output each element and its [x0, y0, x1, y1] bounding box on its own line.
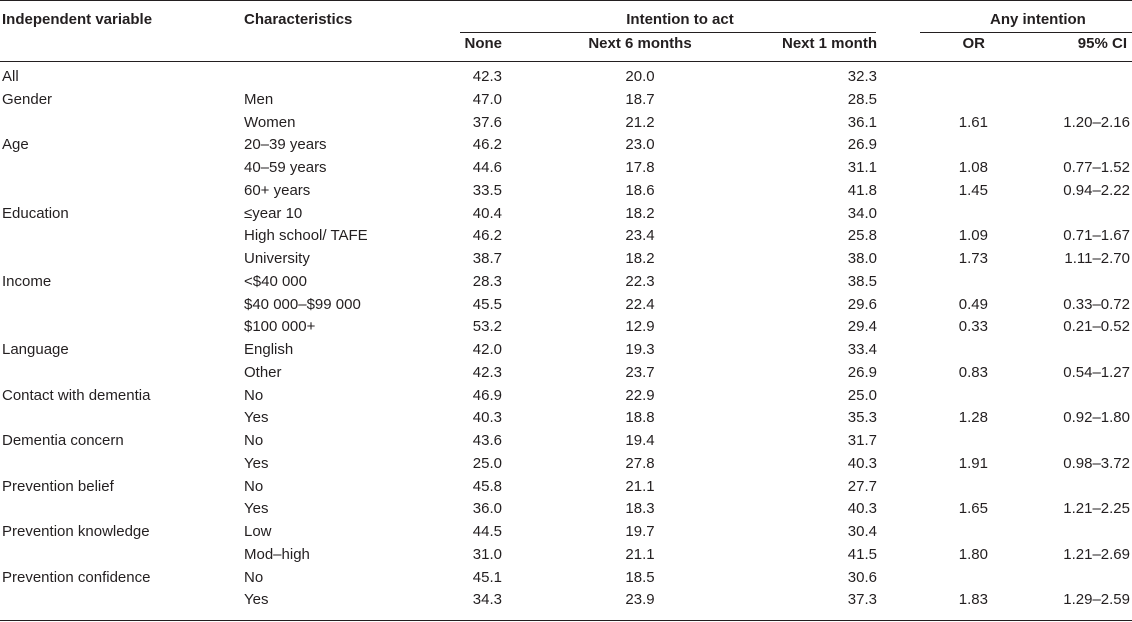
row-next-1-month: 31.1 [847, 159, 877, 176]
row-variable: Prevention confidence [2, 568, 151, 586]
row-95-ci: 0.21–0.52 [1063, 318, 1130, 336]
row-characteristic: University [244, 250, 310, 267]
row-characteristic: 20–39 years [244, 136, 327, 154]
row-next-1-month: 28.5 [847, 90, 877, 108]
row-none: 40.3 [472, 409, 502, 427]
table-top-rule [0, 0, 1132, 1]
row-or: 1.65 [958, 500, 988, 518]
row-95-ci: 0.54–1.27 [1063, 363, 1130, 381]
row-next-6-months: 22.3 [625, 272, 655, 290]
header-next-6-months: Next 6 months [588, 35, 692, 52]
row-next-1-month: 27.7 [847, 477, 877, 495]
intention-subheader-rule [460, 32, 876, 33]
row-next-6-months: 23.9 [625, 591, 655, 609]
row-variable: Language [2, 341, 69, 358]
row-next-1-month: 40.3 [847, 454, 877, 472]
row-next-1-month: 38.0 [847, 250, 877, 267]
row-characteristic: 40–59 years [244, 159, 327, 176]
row-next-6-months: 23.4 [625, 227, 655, 245]
row-next-1-month: 29.4 [847, 318, 877, 336]
row-next-6-months: 19.7 [625, 523, 655, 540]
row-none: 44.5 [472, 523, 502, 540]
row-next-6-months: 18.3 [625, 500, 655, 518]
row-next-6-months: 19.4 [625, 432, 655, 449]
row-next-1-month: 33.4 [847, 341, 877, 358]
row-variable: Dementia concern [2, 432, 124, 449]
row-none: 45.5 [472, 295, 502, 313]
row-95-ci: 1.21–2.25 [1063, 500, 1130, 518]
row-or: 1.91 [958, 454, 988, 472]
row-next-6-months: 21.1 [625, 545, 655, 563]
row-next-1-month: 30.4 [847, 523, 877, 540]
row-none: 46.9 [472, 386, 502, 404]
row-next-1-month: 41.5 [847, 545, 877, 563]
row-characteristic: Yes [244, 409, 269, 427]
row-none: 40.4 [472, 204, 502, 222]
row-next-1-month: 30.6 [847, 568, 877, 586]
row-next-1-month: 25.8 [847, 227, 877, 245]
header-independent-variable: Independent variable [2, 11, 153, 28]
row-characteristic: ≤year 10 [244, 204, 303, 222]
row-characteristic: High school/ TAFE [244, 227, 368, 245]
row-characteristic: Yes [244, 454, 269, 472]
row-next-1-month: 41.8 [847, 181, 877, 199]
row-variable: Prevention belief [2, 477, 114, 495]
row-next-1-month: 40.3 [847, 500, 877, 518]
row-next-1-month: 35.3 [847, 409, 877, 427]
row-next-6-months: 22.4 [625, 295, 655, 313]
row-or: 1.83 [958, 591, 988, 609]
row-none: 44.6 [472, 159, 502, 176]
row-variable: Gender [2, 90, 53, 108]
header-none: None [464, 35, 502, 52]
row-95-ci: 0.71–1.67 [1063, 227, 1130, 245]
row-next-1-month: 25.0 [847, 386, 877, 404]
row-none: 28.3 [472, 272, 502, 290]
header-any-intention: Any intention [990, 11, 1086, 28]
row-next-6-months: 18.2 [625, 204, 655, 222]
row-95-ci: 0.77–1.52 [1063, 159, 1130, 176]
row-or: 1.09 [958, 227, 988, 245]
row-none: 43.6 [472, 432, 502, 449]
row-next-6-months: 19.3 [625, 341, 655, 358]
row-none: 36.0 [472, 500, 502, 518]
row-characteristic: $40 000–$99 000 [244, 295, 361, 313]
row-next-1-month: 26.9 [847, 136, 877, 154]
row-next-6-months: 18.5 [625, 568, 655, 586]
row-none: 46.2 [472, 136, 502, 154]
row-next-6-months: 12.9 [625, 318, 655, 336]
header-intention-to-act: Intention to act [626, 11, 734, 28]
row-none: 53.2 [472, 318, 502, 336]
row-none: 46.2 [472, 227, 502, 245]
row-or: 0.83 [958, 363, 988, 381]
row-none: 45.8 [472, 477, 502, 495]
row-or: 1.61 [958, 113, 988, 131]
any-intention-subheader-rule [920, 32, 1132, 33]
row-none: 31.0 [472, 545, 502, 563]
row-none: 42.3 [472, 68, 502, 85]
row-next-6-months: 27.8 [625, 454, 655, 472]
row-next-6-months: 18.8 [625, 409, 655, 427]
row-next-6-months: 23.0 [625, 136, 655, 154]
row-characteristic: Yes [244, 500, 269, 518]
row-characteristic: Men [244, 90, 274, 108]
row-characteristic: Mod–high [244, 545, 310, 563]
row-none: 42.0 [472, 341, 502, 358]
row-next-6-months: 22.9 [625, 386, 655, 404]
row-characteristic: 60+ years [244, 181, 311, 199]
row-95-ci: 1.11–2.70 [1064, 250, 1130, 267]
row-or: 1.28 [958, 409, 988, 427]
row-next-1-month: 26.9 [847, 363, 877, 381]
row-or: 1.08 [958, 159, 988, 176]
row-none: 45.1 [472, 568, 502, 586]
row-characteristic: Low [244, 523, 272, 540]
row-characteristic: <$40 000 [244, 272, 307, 290]
row-95-ci: 1.21–2.69 [1063, 545, 1130, 563]
row-none: 47.0 [472, 90, 502, 108]
header-characteristics: Characteristics [244, 11, 353, 28]
row-characteristic: No [244, 386, 264, 404]
table-bottom-rule [0, 620, 1132, 621]
row-next-6-months: 18.7 [625, 90, 655, 108]
row-variable: All [2, 68, 19, 85]
row-none: 33.5 [472, 181, 502, 199]
header-95-ci: 95% CI [1077, 35, 1127, 52]
header-bottom-rule [0, 61, 1132, 62]
row-characteristic: English [244, 341, 294, 358]
row-characteristic: No [244, 432, 264, 449]
row-next-6-months: 21.1 [625, 477, 655, 495]
row-none: 25.0 [472, 454, 502, 472]
row-none: 37.6 [472, 113, 502, 131]
row-or: 1.80 [958, 545, 988, 563]
row-next-1-month: 29.6 [847, 295, 877, 313]
row-95-ci: 0.33–0.72 [1063, 295, 1130, 313]
row-95-ci: 0.94–2.22 [1063, 181, 1130, 199]
row-none: 42.3 [472, 363, 502, 381]
row-95-ci: 0.98–3.72 [1063, 454, 1130, 472]
row-next-6-months: 18.2 [625, 250, 655, 267]
row-next-1-month: 38.5 [847, 272, 877, 290]
row-next-1-month: 37.3 [847, 591, 877, 609]
row-next-1-month: 32.3 [847, 68, 877, 85]
row-variable: Prevention knowledge [2, 523, 150, 540]
row-characteristic: Yes [244, 591, 269, 609]
row-variable: Age [2, 136, 29, 154]
row-or: 1.73 [958, 250, 988, 267]
row-characteristic: $100 000+ [244, 318, 316, 336]
row-next-1-month: 31.7 [847, 432, 877, 449]
row-next-6-months: 17.8 [625, 159, 655, 176]
row-none: 38.7 [472, 250, 502, 267]
row-or: 1.45 [958, 181, 988, 199]
row-variable: Contact with dementia [2, 386, 151, 404]
row-next-6-months: 20.0 [625, 68, 655, 85]
row-characteristic: No [244, 568, 264, 586]
row-95-ci: 1.29–2.59 [1063, 591, 1130, 609]
header-or: OR [962, 35, 985, 52]
row-none: 34.3 [472, 591, 502, 609]
header-next-1-month: Next 1 month [781, 35, 877, 52]
row-next-1-month: 36.1 [847, 113, 877, 131]
row-or: 0.33 [958, 318, 988, 336]
row-next-6-months: 21.2 [625, 113, 655, 131]
row-characteristic: No [244, 477, 264, 495]
row-next-1-month: 34.0 [847, 204, 877, 222]
row-next-6-months: 23.7 [625, 363, 655, 381]
row-characteristic: Other [244, 363, 282, 381]
row-or: 0.49 [958, 295, 988, 313]
row-variable: Education [2, 204, 69, 222]
row-characteristic: Women [244, 113, 296, 131]
row-next-6-months: 18.6 [625, 181, 655, 199]
row-variable: Income [2, 272, 52, 290]
row-95-ci: 1.20–2.16 [1063, 113, 1130, 131]
row-95-ci: 0.92–1.80 [1063, 409, 1130, 427]
